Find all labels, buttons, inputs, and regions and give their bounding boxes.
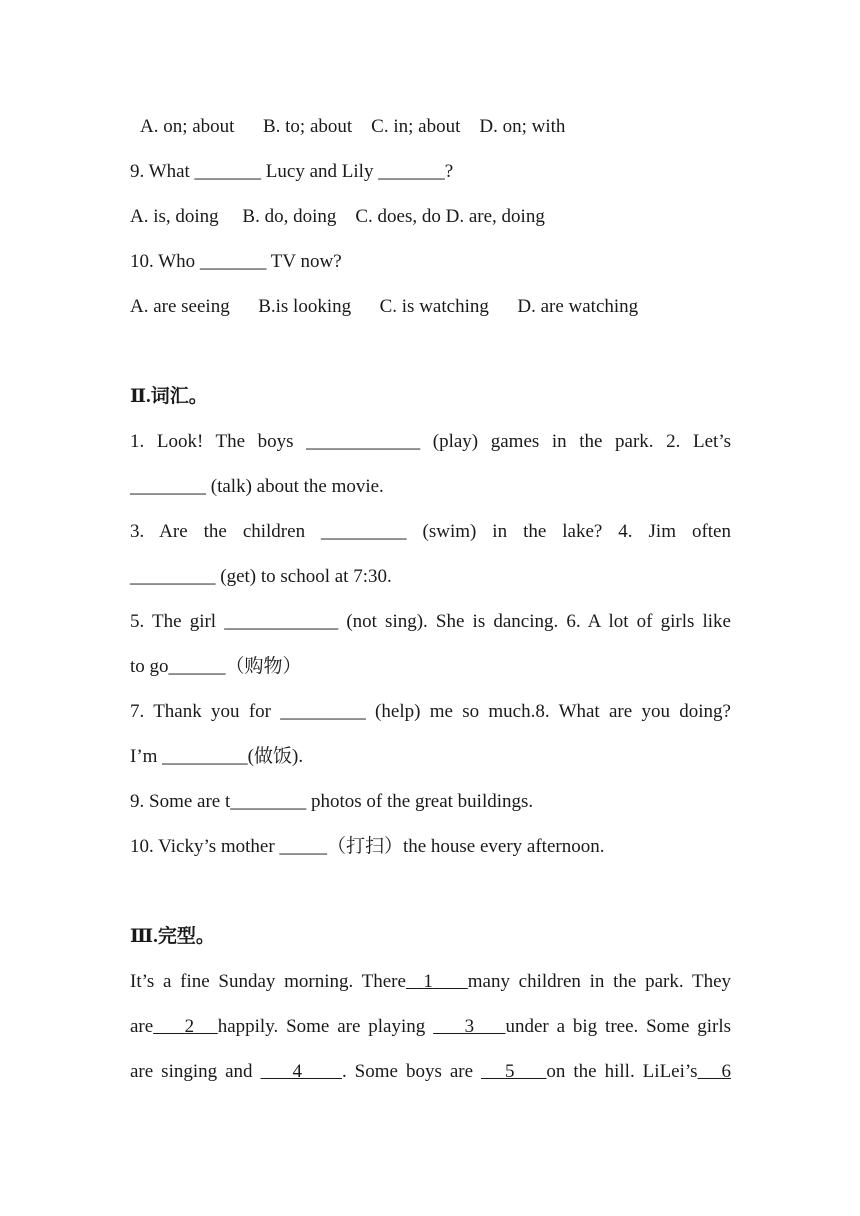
blank-number: 1: [423, 971, 433, 992]
q9-question: 9. What _______ Lucy and Lily _______?: [130, 161, 454, 182]
cloze-blank: [481, 1061, 546, 1082]
vocab-line: 1. Look! The boys ____________ (play) games in the park. 2. Let’s: [130, 431, 731, 452]
vocab-line: I’m _________(做饭).: [130, 746, 304, 767]
cloze-line: [130, 1057, 731, 1087]
cloze-line: [130, 1012, 731, 1042]
cloze-line: [130, 967, 731, 997]
q10-question: 10. Who _______ TV now?: [130, 251, 342, 272]
cloze-blank: [698, 1061, 731, 1082]
blank-number: 2: [184, 1016, 195, 1037]
q10-options: A. are seeing B.is looking C. is watching D. are watching: [130, 296, 639, 317]
vocab-line: _________ (get) to school at 7:30.: [130, 566, 392, 587]
q9-options: A. is, doing B. do, doing C. does, do D. are, doing: [130, 206, 545, 227]
section3-heading: Ⅲ.完型。: [130, 926, 215, 947]
cloze-text: under a big tree. Some girls: [505, 1016, 732, 1037]
vocab-line: 7. Thank you for _________ (help) me so much.8. What are you doing?: [130, 701, 731, 722]
cloze-text: . Some boys are: [341, 1061, 481, 1082]
cloze-blank: [153, 1016, 218, 1037]
blank-number: 6: [721, 1061, 732, 1082]
cloze-blank: [406, 971, 468, 992]
section2-heading: Ⅱ.词汇。: [130, 386, 208, 407]
vocab-line: 9. Some are t________ photos of the great buildings.: [130, 791, 534, 812]
blank-number: 3: [464, 1016, 475, 1037]
cloze-text: are: [130, 1016, 154, 1037]
cloze-blank: [261, 1061, 342, 1082]
vocab-line: 10. Vicky’s mother _____（打扫）the house every afternoon.: [130, 836, 605, 857]
blank-number: 4: [292, 1061, 302, 1082]
q8-options: A. on; about B. to; about C. in; about D. on; with: [140, 116, 566, 137]
cloze-blank: [433, 1016, 505, 1037]
blank-number: 5: [504, 1061, 515, 1082]
cloze-text: It’s a fine Sunday morning. There: [130, 971, 406, 992]
cloze-text: on the hill. LiLei’s: [546, 1061, 698, 1082]
vocab-line: 3. Are the children _________ (swim) in the lake? 4. Jim often: [130, 521, 731, 542]
vocab-line: ________ (talk) about the movie.: [130, 476, 384, 497]
cloze-text: happily. Some are playing: [217, 1016, 434, 1037]
cloze-text: are singing and: [130, 1061, 261, 1082]
vocab-line: 5. The girl ____________ (not sing). She is dancing. 6. A lot of girls like: [130, 611, 731, 632]
cloze-text: many children in the park. They: [467, 971, 731, 992]
vocab-line: to go______（购物）: [130, 656, 302, 677]
